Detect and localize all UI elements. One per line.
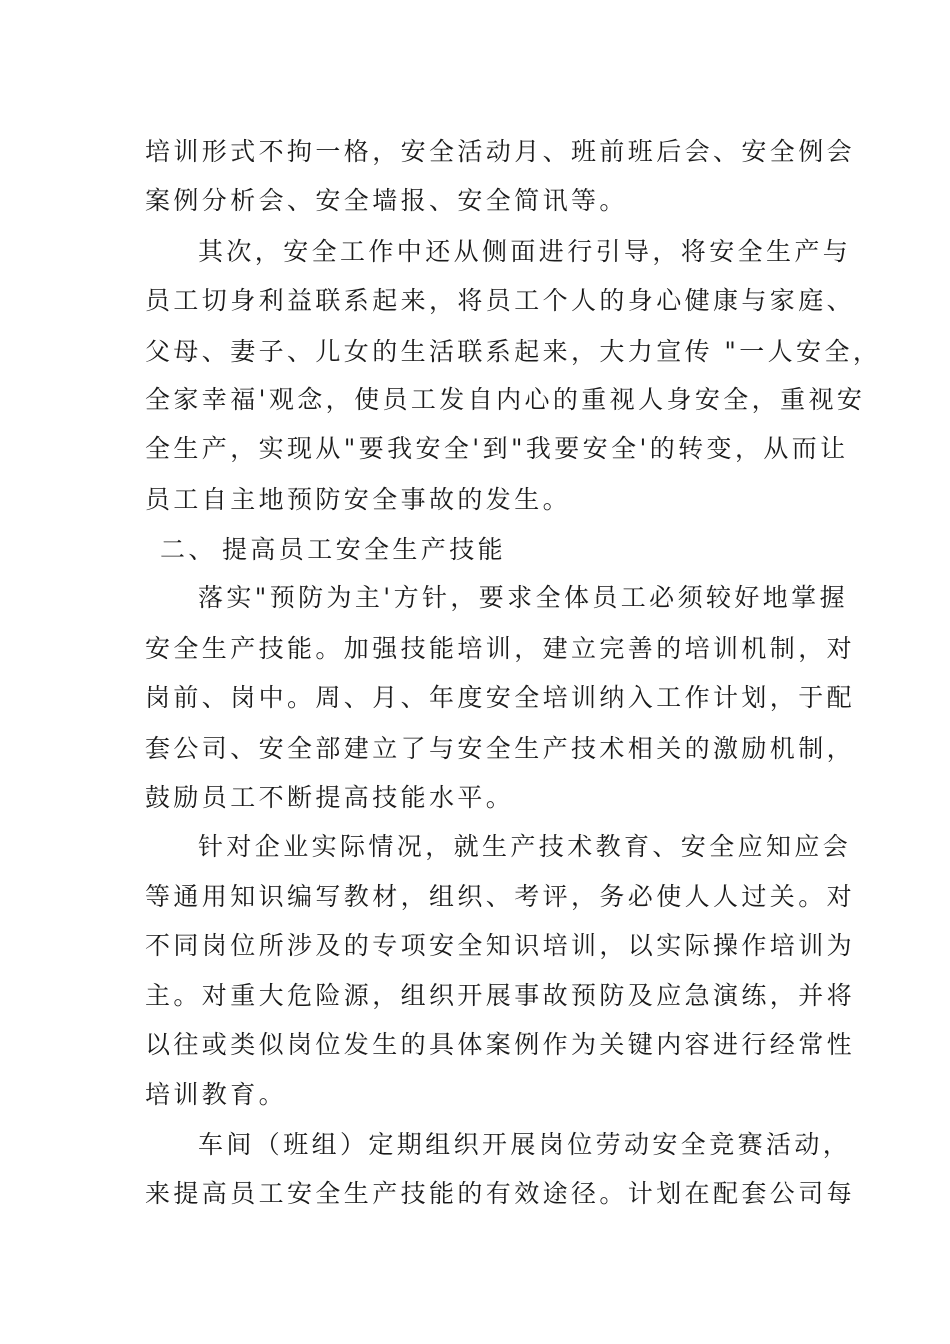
text-line: 主。对重大危险源，组织开展事故预防及应急演练，并将 xyxy=(145,981,856,1010)
text-line: 等通用知识编写教材，组织、考评，务必使人人过关。对 xyxy=(145,882,856,911)
text-line: 员工自主地预防安全事故的发生。 xyxy=(145,485,572,514)
text-line: 父母、妻子、儿女的生活联系起来，大力宣传 "一人安全， xyxy=(145,337,882,366)
text-line: 培训形式不拘一格，安全活动月、班前班后会、安全例会 xyxy=(145,137,856,166)
section-title: 提高员工安全生产技能 xyxy=(222,535,507,564)
text-line: 套公司、安全部建立了与安全生产技术相关的激励机制， xyxy=(145,734,856,763)
text-line: 鼓励员工不断提高技能水平。 xyxy=(145,783,515,812)
text-line: 不同岗位所涉及的专项安全知识培训，以实际操作培训为 xyxy=(145,931,856,960)
section-heading xyxy=(160,534,506,566)
text-line: 全生产，实现从"要我安全'到"我要安全'的转变，从而让 xyxy=(145,434,849,463)
text-line: 员工切身利益联系起来，将员工个人的身心健康与家庭、 xyxy=(145,286,856,315)
text-line: 来提高员工安全生产技能的有效途径。计划在配套公司每 xyxy=(145,1179,856,1208)
paragraph-first-line: 车间（班组）定期组织开展岗位劳动安全竞赛活动， xyxy=(198,1130,852,1159)
text-line: 安全生产技能。加强技能培训，建立完善的培训机制，对 xyxy=(145,634,856,663)
text-line: 以往或类似岗位发生的具体案例作为关键内容进行经常性 xyxy=(145,1030,856,1059)
paragraph-first-line: 其次，安全工作中还从侧面进行引导，将安全生产与 xyxy=(198,237,852,266)
text-line: 案例分析会、安全墙报、安全简讯等。 xyxy=(145,186,628,215)
text-line: 岗前、岗中。周、月、年度安全培训纳入工作计划，于配 xyxy=(145,683,856,712)
paragraph-first-line: 针对企业实际情况，就生产技术教育、安全应知应会 xyxy=(198,832,852,861)
paragraph-first-line: 落实"预防为主'方针，要求全体员工必须较好地掌握 xyxy=(198,583,848,612)
text-line: 全家幸福'观念，使员工发自内心的重视人身安全，重视安 xyxy=(145,385,866,414)
text-line: 培训教育。 xyxy=(145,1080,288,1109)
section-number: 二、 xyxy=(160,535,217,564)
